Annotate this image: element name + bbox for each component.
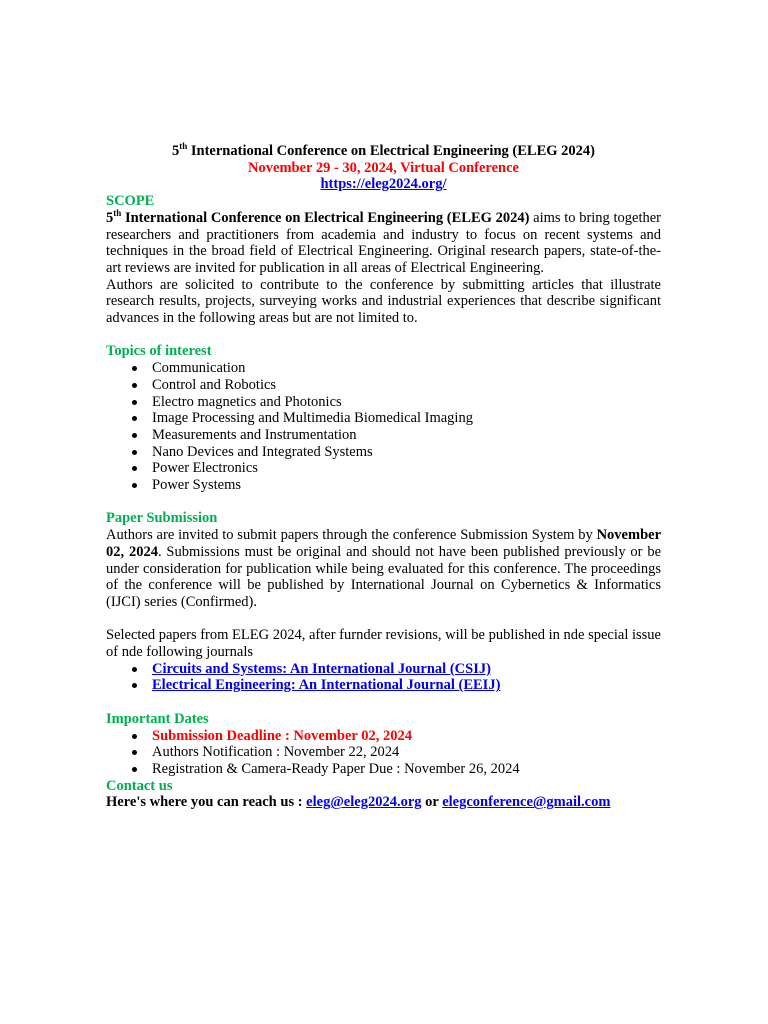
email-link-1[interactable]: eleg@eleg2024.org: [306, 794, 422, 811]
submission-paragraph: [106, 527, 661, 611]
title-superscript: th: [179, 141, 188, 152]
scope-conf-name: International Conference on Electrical Engineering (ELEG 2024): [121, 209, 530, 226]
scope-conf-number: 5: [106, 209, 114, 226]
contact-line: [106, 794, 661, 811]
list-item: Communication: [152, 360, 661, 377]
list-item: Electro magnetics and Photonics: [152, 394, 661, 411]
contact-heading: Contact us: [106, 777, 173, 794]
list-item: Submission Deadline : November 02, 2024: [152, 728, 661, 745]
journals-list: [106, 661, 661, 694]
scope-paragraph-1: [106, 207, 661, 277]
scope-conf-superscript: th: [113, 207, 122, 218]
title-text: International Conference on Electrical Engineering (ELEG 2024): [187, 143, 595, 159]
list-item: [152, 677, 661, 694]
email-link-2[interactable]: elegconference@gmail.com: [442, 794, 611, 811]
topics-heading: Topics of interest: [106, 343, 212, 360]
conference-dates-venue: November 29 - 30, 2024, Virtual Conference: [248, 159, 519, 176]
submission-deadline-date: November 02, 2024: [106, 527, 661, 560]
scope-para1-text: aims to bring together researchers and practitioners from academia and industry to focus on recent systems and techniques in the broad field of Electrical Engineering. Original research papers, state-of-the-art reviews are invited for publication in all areas of Electrical Engineering.: [106, 209, 661, 276]
dates-list: [106, 728, 661, 778]
submission-text-start: Authors are invited to submit papers through the conference Submission System by: [106, 527, 597, 544]
list-item: Control and Robotics: [152, 377, 661, 394]
list-item: Power Systems: [152, 477, 661, 494]
topics-list: [106, 360, 661, 494]
dates-heading: Important Dates: [106, 710, 209, 727]
list-item: Authors Notification : November 22, 2024: [152, 744, 661, 761]
contact-or: or: [421, 794, 443, 811]
title-number: 5: [172, 143, 180, 159]
contact-lead: Here's where you can reach us :: [106, 794, 307, 811]
list-item: Power Electronics: [152, 460, 661, 477]
selected-papers-paragraph: Selected papers from ELEG 2024, after furnder revisions, will be published in nde special issue of nde following journals: [106, 627, 661, 661]
conference-title: [106, 143, 661, 160]
list-item: [152, 661, 661, 678]
journal-link-eeij[interactable]: Electrical Engineering: An International Journal (EEIJ): [152, 677, 501, 694]
list-item: Registration & Camera-Ready Paper Due : November 26, 2024: [152, 761, 661, 778]
conference-url-link[interactable]: https://eleg2024.org/: [320, 176, 447, 193]
list-item: Nano Devices and Integrated Systems: [152, 444, 661, 461]
submission-text-end: . Submissions must be original and should not have been published previously or be under consideration for publication while being evaluated for this conference. The proceedings of the conference will be published by International Journal on Cybernetics & Informatics (IJCI) series (Confirmed).: [106, 543, 662, 610]
scope-paragraph-2: Authors are solicited to contribute to the conference by submitting articles that illustrate research results, projects, surveying works and industrial experiences that describe significant advances in the following areas but are not limited to.: [106, 276, 661, 327]
submission-heading: Paper Submission: [106, 510, 218, 527]
document-page: [106, 143, 661, 811]
journal-link-csij[interactable]: Circuits and Systems: An International Journal (CSIJ): [152, 660, 491, 677]
scope-heading: SCOPE: [106, 193, 155, 210]
list-item: Measurements and Instrumentation: [152, 427, 661, 444]
list-item: Image Processing and Multimedia Biomedical Imaging: [152, 410, 661, 427]
